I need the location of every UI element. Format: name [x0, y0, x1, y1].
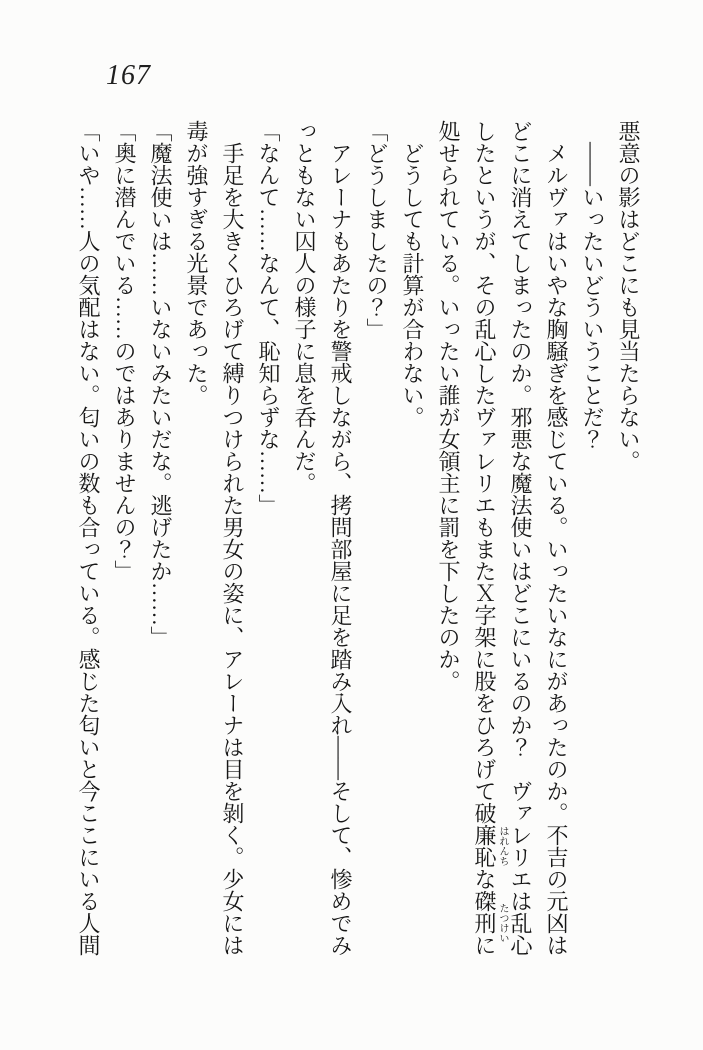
- paragraph-dialogue: 「どうしましたの？」: [364, 120, 389, 340]
- paragraph-dialogue: 「奥に潜んでいる……のではありませんの？」: [112, 120, 137, 582]
- paragraph-narration: メルヴァはいやな胸騒ぎを感じている。いったいなにがあったのか。不吉の元凶はどこに消えてしまったのか。邪悪な魔法使いはどこにいるのか？ ヴァレリエは乱心したというが、その乱心したヴァレリエもまたＸ字架に股をひろげて破廉恥 はれんち な磔刑 たつけい に処せられている。いったい誰が女領主に罰を下したのか。: [436, 120, 569, 956]
- ruby-base: 破廉恥 はれんち: [472, 802, 508, 868]
- paragraph-narration: 手足を大きくひろげて縛りつけられた男女の姿に、アレーナは目を剝く。少女には毒が強すぎる光景であった。: [184, 120, 245, 956]
- body-text: [70, 120, 646, 958]
- page-number: 167: [106, 60, 151, 91]
- paragraph-narration: どうしても計算が合わない。: [400, 142, 425, 428]
- paragraph-dialogue: 「魔法使いは……いないみたいだな。逃げたか……」: [148, 120, 173, 648]
- paragraph-dialogue: 「なんて……なんて、恥知らずな……」: [256, 120, 281, 516]
- paragraph-narration: 悪意の影はどこにも見当たらない。: [616, 120, 641, 472]
- ruby-text: はれんち: [497, 826, 508, 866]
- paragraph-thought: ――いったいどういうことだ？: [580, 142, 605, 450]
- paragraph-dialogue: 「いや……人の気配はない。匂いの数も合っている。感じた匂いと今ここにいる人間: [76, 120, 101, 956]
- paragraph-narration: アレーナもあたりを警戒しながら、拷問部屋に足を踏み入れ――そして、惨めでみっともない囚人の様子に息を呑んだ。: [292, 120, 353, 956]
- ruby-text: たつけい: [497, 903, 508, 943]
- ruby-base: 磔刑 たつけい: [472, 890, 497, 934]
